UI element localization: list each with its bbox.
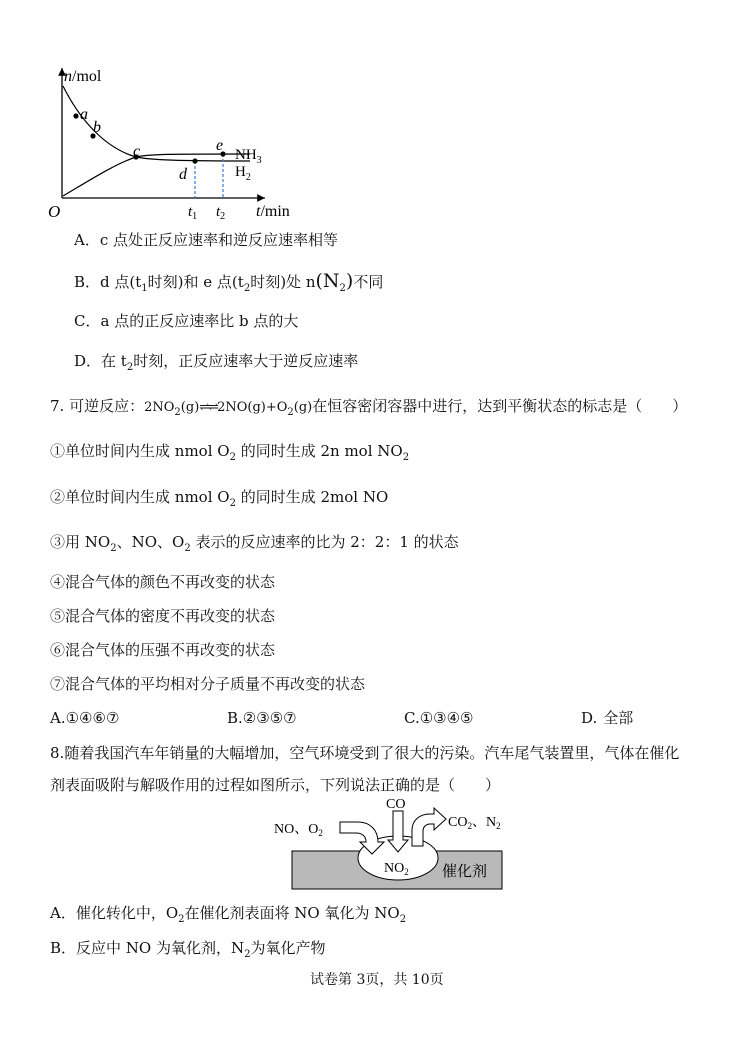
item-mark: ①	[50, 442, 66, 460]
input-label: NO、$O_2$	[274, 822, 323, 838]
question-stem: 剂表面吸附与解吸作用的过程如图所示，下列说法正确的是（ ）	[50, 776, 501, 794]
choice-text: ②③⑤⑦	[242, 709, 297, 727]
point-a-label: a	[80, 106, 88, 123]
option-text-part: d 点(t	[100, 273, 142, 291]
option-text-part: )	[345, 270, 354, 292]
subscript: 2	[229, 452, 236, 463]
q7-item-4	[50, 572, 275, 592]
page-footer: 试卷第 3页，共 10页	[310, 972, 444, 988]
point-c-label: c	[133, 143, 141, 160]
question-number: 7.	[50, 397, 65, 415]
item-mark: ⑥	[50, 641, 66, 659]
q7-item-5	[50, 606, 275, 626]
item-mark: ③	[50, 533, 66, 551]
q7-item-2	[50, 487, 388, 514]
item-mark: ②	[50, 488, 66, 506]
subscript: 2	[178, 914, 185, 925]
option-letter: B．	[74, 273, 101, 291]
catalyst-diagram	[262, 796, 512, 900]
q6-option-b	[74, 271, 383, 299]
option-letter: A．	[74, 231, 100, 249]
q8-option-b	[50, 938, 326, 965]
option-text-part: 为氧化产物	[250, 939, 326, 957]
reaction-graph-svg	[40, 60, 310, 225]
q7-item-7	[50, 674, 365, 694]
item-text-part: 单位时间内生成 nmol O	[65, 488, 230, 506]
subscript: 2	[244, 949, 251, 960]
option-letter: B．	[50, 939, 77, 957]
choice-text: ①④⑥⑦	[65, 709, 120, 727]
question-number: 8.	[50, 744, 65, 762]
item-text-part: 单位时间内生成 nmol O	[65, 442, 230, 460]
output-arrow	[412, 808, 446, 846]
question-stem-post: 在恒容密闭容器中进行，达到平衡状态的标志是（ ）	[312, 397, 688, 415]
point-a	[73, 113, 78, 118]
item-text-part: 的同时生成 2n mol NO	[235, 442, 403, 460]
option-letter: D．	[74, 352, 102, 370]
item-text-part: 用 NO	[65, 533, 111, 551]
q7-item-6	[50, 640, 275, 660]
point-d	[192, 158, 197, 163]
q7-choice-d	[581, 708, 633, 728]
catalyst-diagram-svg	[262, 796, 512, 896]
output-label: $CO_2$、$N_2$	[448, 815, 501, 831]
co-label: CO	[386, 797, 406, 812]
reaction-graph	[40, 60, 310, 229]
subscript: 2	[184, 543, 191, 554]
item-mark: ④	[50, 573, 66, 591]
subscript: 2	[399, 914, 407, 925]
origin-label: O	[48, 202, 61, 221]
point-e-label: e	[216, 137, 224, 154]
option-text-part: (N	[315, 270, 340, 292]
subscript: 2	[229, 498, 236, 509]
option-text-part: 时刻)和 e 点(t	[147, 273, 244, 291]
option-text: a 点的正反应速率比 b 点的大	[100, 312, 299, 330]
q8-stem-line2	[50, 775, 500, 795]
choice-text: 全部	[603, 709, 634, 727]
q7-stem	[50, 396, 687, 423]
subscript: 2	[243, 283, 251, 294]
option-text: c 点处正反应速率和逆反应速率相等	[99, 231, 339, 249]
catalyst-label: 催化剂	[442, 862, 488, 880]
subscript: 2	[110, 543, 117, 554]
subscript: 2	[126, 362, 134, 373]
subscript: 1	[141, 283, 148, 294]
choice-letter: C.	[404, 709, 420, 727]
item-text-part: 的同时生成 2mol NO	[235, 488, 389, 506]
question-stem: 随着我国汽车年销量的大幅增加，空气环境受到了很大的污染。汽车尾气装置里，气体在催化	[64, 744, 680, 762]
q6-option-a	[74, 230, 338, 250]
t1-label: $t_1$	[188, 204, 198, 222]
q7-choice-a	[50, 708, 119, 728]
option-letter: C．	[74, 312, 101, 330]
nh3-label: $NH_3$	[235, 147, 262, 166]
option-text-part: 时刻)处 n	[250, 273, 316, 291]
q7-item-1	[50, 441, 409, 468]
q7-choice-c	[404, 708, 474, 728]
q7-choice-b	[227, 708, 297, 728]
subscript: 2	[402, 452, 410, 463]
item-mark: ⑦	[50, 675, 66, 693]
h2-label: $H_2$	[235, 164, 251, 183]
item-text-part: 、NO、O	[116, 533, 185, 551]
q6-option-c	[74, 311, 298, 331]
q8-stem-line1	[50, 743, 679, 763]
item-mark: ⑤	[50, 607, 66, 625]
choice-letter: D.	[581, 709, 598, 727]
choice-letter: A.	[50, 709, 66, 727]
option-text-part: 时刻，正反应速率大于逆反应速率	[133, 352, 359, 370]
point-b-label: b	[93, 119, 101, 136]
point-d-label: d	[179, 166, 187, 183]
question-stem-pre: 可逆反应：	[69, 397, 145, 415]
q8-option-a	[50, 903, 406, 930]
t2-label: $t_2$	[216, 204, 226, 222]
option-text-part: 在 t	[101, 352, 127, 370]
q6-option-d	[74, 351, 358, 378]
y-axis-label: n/mol	[64, 68, 102, 85]
center-label: $NO_2$	[384, 861, 409, 877]
option-letter: A．	[50, 904, 76, 922]
choice-text: ①③④⑤	[419, 709, 474, 727]
q7-equation: $2NO_2(g)\rightleftharpoons\rightleftharpoons 2NO(g)+O_2(g)$	[144, 400, 313, 418]
option-text-part: 反应中 NO 为氧化剂，N	[76, 939, 245, 957]
option-text-part: 催化转化中，O	[75, 904, 179, 922]
option-text-part: 不同	[353, 273, 384, 291]
q7-item-3	[50, 532, 459, 559]
item-text: 混合气体的平均相对分子质量不再改变的状态	[65, 675, 366, 693]
h2-curve	[63, 154, 250, 196]
item-text-part: 表示的反应速率的比为 2：2：1 的状态	[190, 533, 459, 551]
x-axis-label: t/min	[256, 203, 290, 220]
item-text: 混合气体的颜色不再改变的状态	[65, 573, 276, 591]
subscript: 2	[339, 283, 346, 294]
item-text: 混合气体的密度不再改变的状态	[65, 607, 276, 625]
option-text-part: 在催化剂表面将 NO 氧化为 NO	[184, 904, 400, 922]
item-text: 混合气体的压强不再改变的状态	[65, 641, 276, 659]
choice-letter: B.	[227, 709, 243, 727]
